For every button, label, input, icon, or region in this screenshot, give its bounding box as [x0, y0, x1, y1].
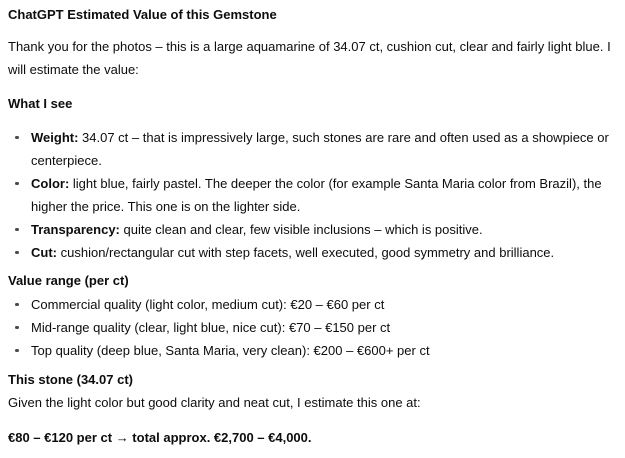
item-text: Top quality (deep blue, Santa Maria, very clean): €200 – €600+ per ct: [31, 343, 430, 358]
item-text: light blue, fairly pastel. The deeper the color (for example Santa Maria color from Brazil), the higher the price. This one is on the lighter side.: [31, 176, 602, 214]
section-heading-this-stone: This stone (34.07 ct): [8, 372, 133, 387]
section-heading-value-range: Value range (per ct): [8, 273, 129, 288]
list-item: [8, 316, 617, 339]
item-text: quite clean and clear, few visible inclusions – which is positive.: [119, 222, 483, 237]
list-item: [8, 172, 617, 218]
estimate-intro-paragraph: Given the light color but good clarity and neat cut, I estimate this one at:: [8, 395, 421, 410]
intro-paragraph: Thank you for the photos – this is a large aquamarine of 34.07 ct, cushion cut, clear and fairly light blue. I will estimate the value:: [8, 39, 611, 77]
item-text: cushion/rectangular cut with step facets, well executed, good symmetry and brilliance.: [57, 245, 555, 260]
observations-list: [8, 126, 617, 264]
section-heading-what-i-see: What I see: [8, 96, 73, 111]
list-item: [8, 126, 617, 172]
item-text: 34.07 ct – that is impressively large, such stones are rare and often used as a showpiece or centerpiece.: [31, 130, 609, 168]
estimate-summary: €80 – €120 per ct → total approx. €2,700 – €4,000.: [8, 430, 312, 445]
item-text: Commercial quality (light color, medium cut): €20 – €60 per ct: [31, 297, 385, 312]
list-item: [8, 339, 617, 362]
response-title: ChatGPT Estimated Value of this Gemstone: [8, 7, 277, 22]
item-label: Weight:: [31, 130, 79, 145]
chat-response: [8, 3, 617, 449]
item-label: Color:: [31, 176, 70, 191]
item-label: Transparency:: [31, 222, 120, 237]
item-text: Mid-range quality (clear, light blue, nice cut): €70 – €150 per ct: [31, 320, 391, 335]
item-label: Cut:: [31, 245, 57, 260]
list-item: [8, 241, 617, 264]
list-item: [8, 218, 617, 241]
list-item: [8, 293, 617, 316]
value-range-list: [8, 293, 617, 362]
